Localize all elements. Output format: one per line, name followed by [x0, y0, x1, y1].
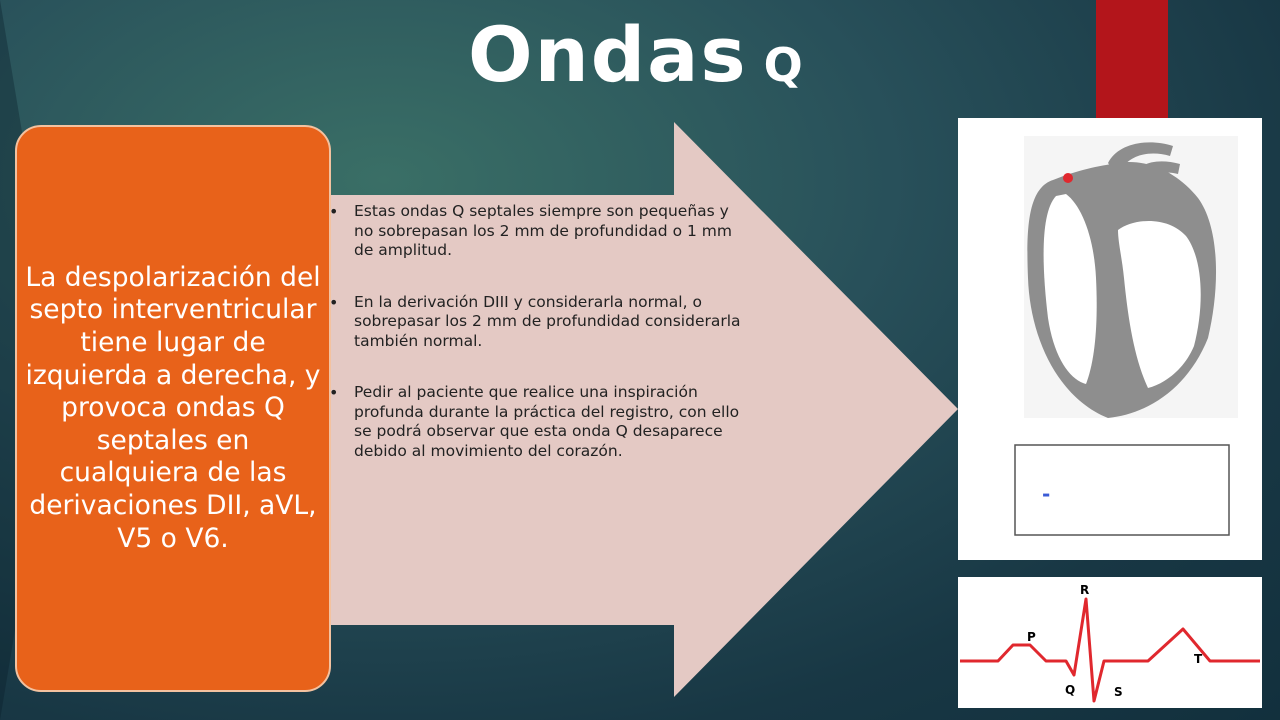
tracing-mark: -: [1042, 482, 1051, 506]
ecg-label-p: P: [1027, 630, 1036, 644]
ecg-label-s: S: [1114, 685, 1123, 699]
slide-title: [468, 10, 805, 110]
bullet-item: • En la derivación DIII y considerarla normal, o sobrepasar los 2 mm de profundidad considerarla también normal.: [326, 293, 742, 352]
ecg-label-t: T: [1194, 652, 1203, 666]
heart-illustration: [958, 118, 1262, 560]
title-main: Ondas: [468, 10, 748, 99]
heart-diagram-panel: [958, 118, 1262, 560]
ecg-diagram-panel: [958, 577, 1262, 708]
septum-description-box: [15, 125, 331, 692]
septum-description-text: La despolarización del septo interventricular tiene lugar de izquierda a derecha, y provoca ondas Q septales en cualquiera de las derivaciones DII, aVL, V5 o V6.: [25, 261, 321, 554]
ecg-label-q: Q: [1065, 683, 1076, 697]
ecg-waveform: [958, 577, 1262, 708]
bullet-item: • Estas ondas Q septales siempre son pequeñas y no sobrepasan los 2 mm de profundidad o 1 mm de amplitud.: [326, 202, 742, 261]
bullet-list: [326, 202, 742, 493]
red-accent-bar: [1096, 0, 1168, 122]
septal-origin-dot: [1063, 173, 1073, 183]
title-suffix: Q: [763, 38, 805, 92]
ecg-label-r: R: [1080, 583, 1090, 597]
bullet-item: • Pedir al paciente que realice una inspiración profunda durante la práctica del registro, con ello se podrá observar que esta onda Q desaparece debido al movimiento del corazón.: [326, 383, 742, 461]
